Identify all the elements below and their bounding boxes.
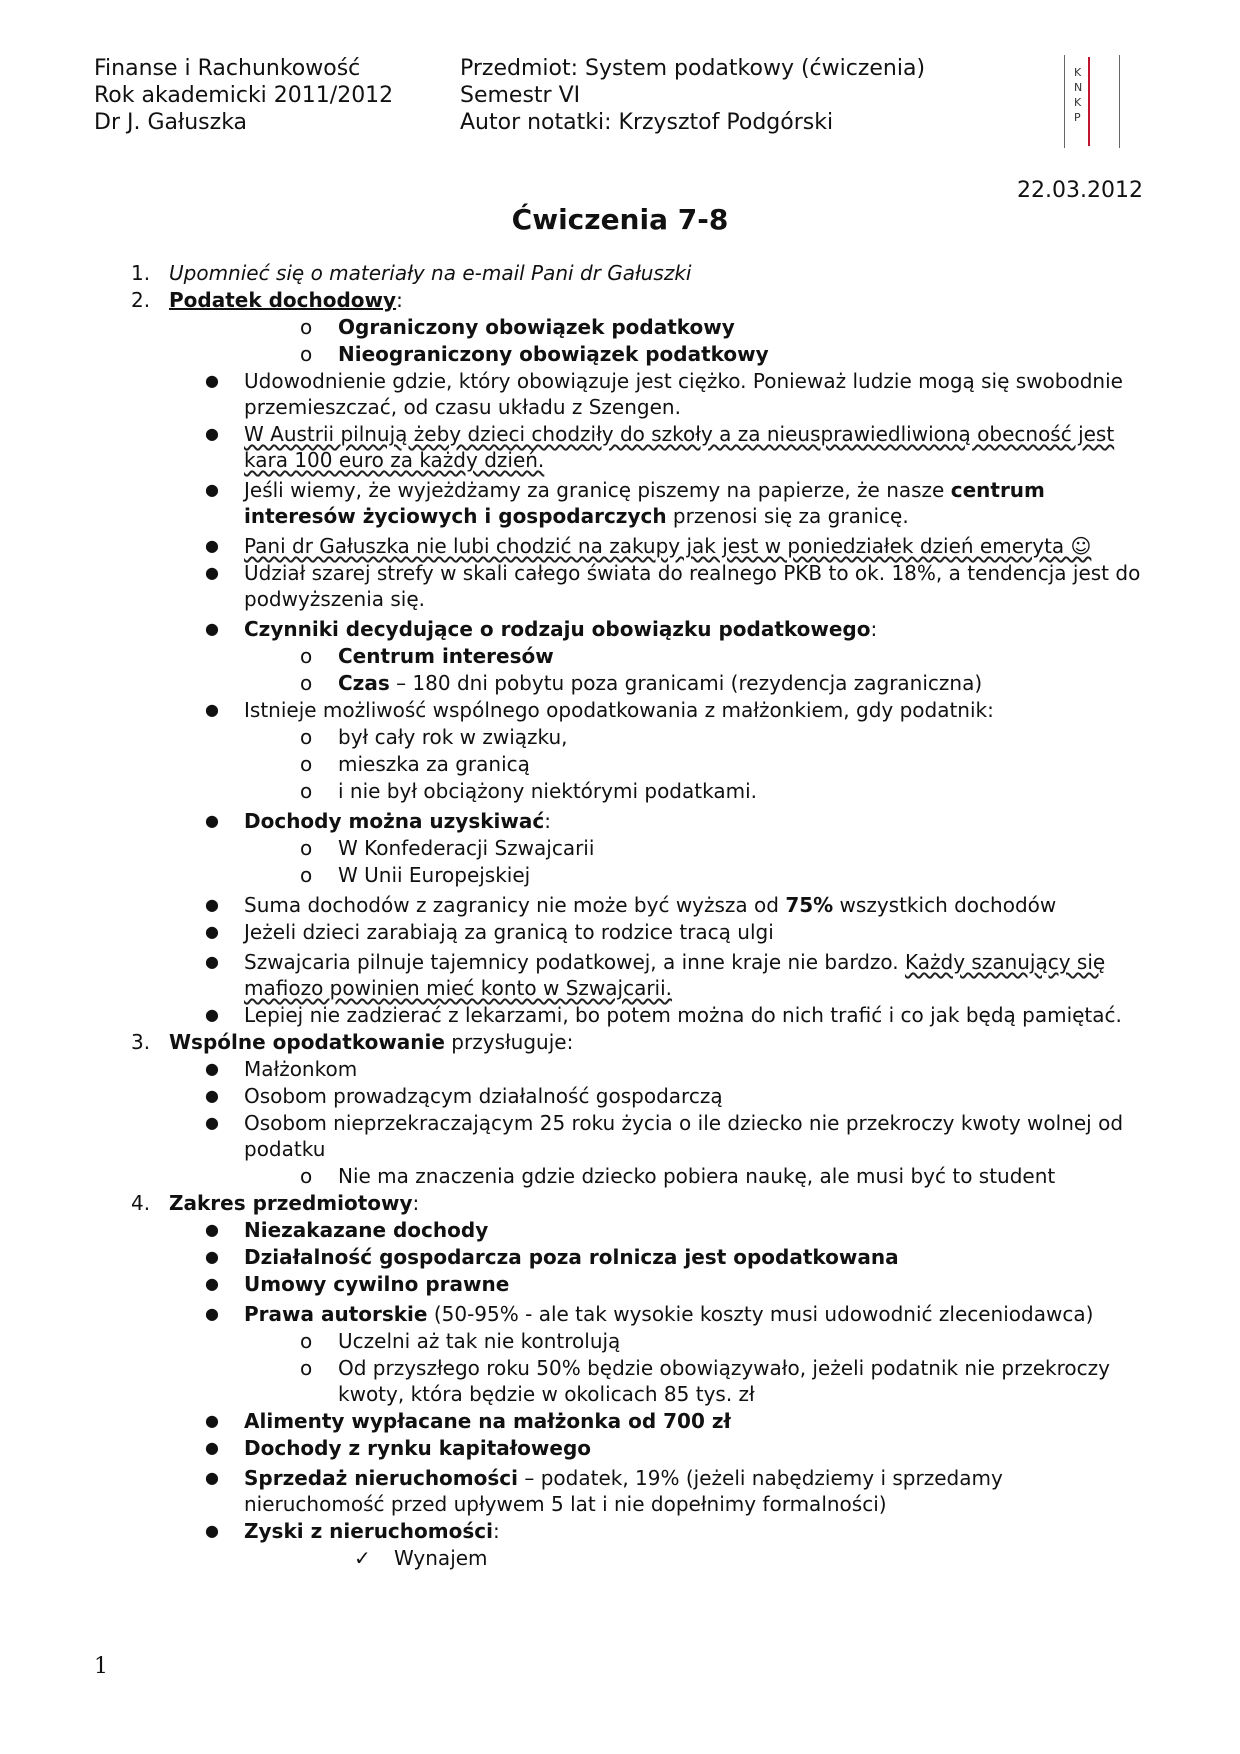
list-item: ● Pani dr Gałuszka nie lubi chodzić na zakupy jak jest w poniedziałek dzień emeryta ☺ (205, 534, 1092, 558)
list-item: ● Suma dochodów z zagranicy nie może być wyższa od 75% wszystkich dochodów (205, 893, 1057, 917)
notes-body (0, 260, 1240, 1572)
list-item: ● Małżonkom (205, 1057, 358, 1081)
list-item: ● Czynniki decydujące o rodzaju obowiązku podatkowego: (205, 617, 878, 641)
list-item: o mieszka za granicą (300, 752, 530, 776)
list-item: ● Istnieje możliwość wspólnego opodatkowania z małżonkiem, gdy podatnik: (205, 698, 994, 722)
list-item: ● Niezakazane dochody (205, 1218, 489, 1242)
header-course-info (94, 55, 393, 136)
list-item: o Nieograniczony obowiązek podatkowy (300, 342, 769, 366)
list-item: o i nie był obciążony niektórymi podatkami. (300, 779, 757, 803)
list-item: ● Dochody z rynku kapitałowego (205, 1436, 592, 1460)
list-item: ● Udział szarej strefy w skali całego świata do realnego PKB to ok. 18%, a tendencja jest do podwyższenia się. (205, 561, 1141, 611)
list-item: 2. Podatek dochodowy: (131, 288, 403, 312)
list-item: o Czas – 180 dni pobytu poza granicami (rezydencja zagraniczna) (300, 671, 983, 695)
header-line: Autor notatki: Krzysztof Podgórski (460, 110, 834, 135)
list-item: o Centrum interesów (300, 644, 554, 668)
list-item: 1. Upomnieć się o materiały na e-mail Pani dr Gałuszki (131, 261, 692, 285)
list-item: ● Lepiej nie zadzierać z lekarzami, bo potem można do nich trafić i co jak będą pamiętać. (205, 1003, 1122, 1027)
list-item: ● Jeśli wiemy, że wyjeżdżamy za granicę piszemy na papierze, że nasze centrum interesów życiowych i gospodarczych przenosi się za granicę. (205, 478, 1045, 528)
list-item: ● Jeżeli dzieci zarabiają za granicą to rodzice tracą ulgi (205, 920, 774, 944)
list-item: ● Umowy cywilno prawne (205, 1272, 510, 1296)
list-item: ● Prawa autorskie (50-95% - ale tak wysokie koszty musi udowodnić zleceniodawca) (205, 1302, 1094, 1326)
list-item: o W Unii Europejskiej (300, 863, 531, 887)
list-item: 4. Zakres przedmiotowy: (131, 1191, 420, 1215)
header-line: Przedmiot: System podatkowy (ćwiczenia) (460, 56, 926, 81)
list-item: ● Działalność gospodarcza poza rolnicza jest opodatkowana (205, 1245, 899, 1269)
list-item: ● Szwajcaria pilnuje tajemnicy podatkowej, a inne kraje nie bardzo. Każdy szanujący się mafiozo powinien mieć konto w Szwajcarii. (205, 950, 1106, 1000)
list-item: ● W Austrii pilnują żeby dzieci chodziły do szkoły a za nieusprawiedliwioną obecność jest kara 100 euro za każdy dzień. (205, 422, 1115, 472)
list-item: o Uczelni aż tak nie kontrolują (300, 1329, 621, 1353)
list-item: ● Alimenty wypłacane na małżonka od 700 zł (205, 1409, 731, 1433)
header-subject-info (460, 55, 925, 136)
list-item: o był cały rok w związku, (300, 725, 568, 749)
list-item: ● Zyski z nieruchomości: (205, 1519, 500, 1543)
list-item: ● Udowodnienie gdzie, który obowiązuje jest ciężko. Ponieważ ludzie mogą się swobodnie przemieszczać, od czasu układu z Szengen. (205, 369, 1123, 419)
list-item: 3. Wspólne opodatkowanie przysługuje: (131, 1030, 574, 1054)
header-line: Rok akademicki 2011/2012 (94, 83, 394, 108)
list-item: o Nie ma znaczenia gdzie dziecko pobiera naukę, ale musi być to student (300, 1164, 1056, 1188)
list-item: o Od przyszłego roku 50% będzie obowiązywało, jeżeli podatnik nie przekroczy kwoty, która będzie w okolicach 85 tys. zł (300, 1356, 1110, 1406)
document-header (94, 55, 1114, 155)
list-item: ● Sprzedaż nieruchomości – podatek, 19% (jeżeli nabędziemy i sprzedamy nieruchomość przed upływem 5 lat i nie dopełnimy formalności) (205, 1466, 1003, 1516)
document-date: 22.03.2012 (1017, 178, 1143, 203)
list-item: ✓ Wynajem (354, 1546, 488, 1570)
list-item: o Ograniczony obowiązek podatkowy (300, 315, 735, 339)
header-line: Dr J. Gałuszka (94, 110, 248, 135)
page-number: 1 (94, 1654, 108, 1679)
checkmark-icon: ✓ (354, 1546, 371, 1570)
header-line: Semestr VI (460, 83, 581, 108)
list-item: ● Osobom nieprzekraczającym 25 roku życia o ile dziecko nie przekroczy kwoty wolnej od podatku (205, 1111, 1124, 1161)
header-line: Finanse i Rachunkowość (94, 56, 361, 81)
page-title: Ćwiczenia 7-8 (511, 203, 729, 236)
list-item: o W Konfederacji Szwajcarii (300, 836, 595, 860)
list-item: ● Osobom prowadzącym działalność gospodarczą (205, 1084, 723, 1108)
knkp-logo: K N K P (1060, 55, 1120, 148)
list-item: ● Dochody można uzyskiwać: (205, 809, 551, 833)
